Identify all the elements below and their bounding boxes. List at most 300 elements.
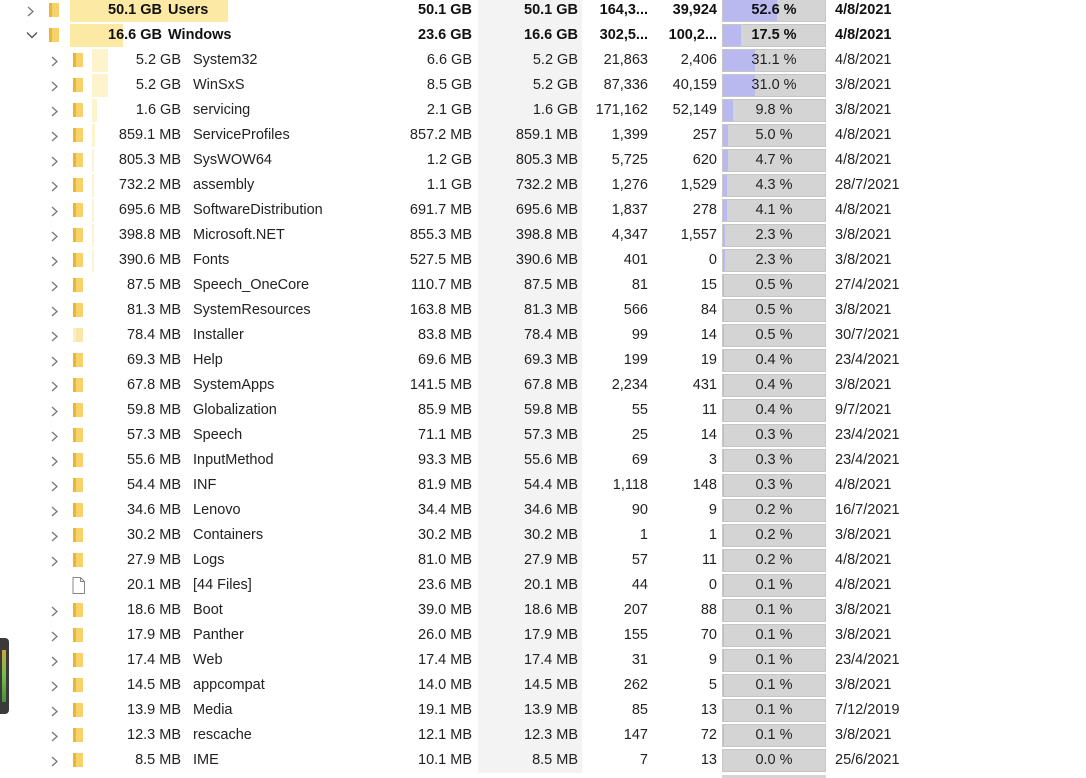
size-on-disk: 13.9 MB xyxy=(524,702,578,718)
last-modified: 3/8/2021 xyxy=(835,727,892,743)
percent-text: 0.4 % xyxy=(755,402,793,418)
last-modified: 4/8/2021 xyxy=(835,477,892,493)
size-value: 30.2 MB xyxy=(127,527,181,543)
chevron-right-icon[interactable] xyxy=(50,698,62,723)
table-row[interactable] xyxy=(0,598,1086,623)
item-name[interactable]: Speech_OneCore xyxy=(193,277,310,293)
size-on-disk: 54.4 MB xyxy=(524,477,578,493)
folders-count: 3 xyxy=(708,452,717,468)
last-modified: 3/8/2021 xyxy=(835,627,892,643)
files-count: 90 xyxy=(631,502,648,518)
percent-of-parent xyxy=(722,624,826,647)
item-name[interactable]: SystemApps xyxy=(193,377,275,393)
percent-of-parent xyxy=(722,124,826,147)
last-modified: 4/8/2021 xyxy=(835,52,892,68)
percent-text: 0.1 % xyxy=(755,702,793,718)
size-on-disk: 57.3 MB xyxy=(524,427,578,443)
folders-count: 13 xyxy=(700,702,717,718)
files-count: 31 xyxy=(631,652,648,668)
allocated-size: 71.1 MB xyxy=(418,427,472,443)
size-on-disk: 27.9 MB xyxy=(524,552,578,568)
allocated-size: 141.5 MB xyxy=(409,377,472,393)
size-on-disk: 20.1 MB xyxy=(524,577,578,593)
size-value: 81.3 MB xyxy=(127,302,181,318)
table-row[interactable] xyxy=(0,73,1086,98)
table-row[interactable] xyxy=(0,173,1086,198)
folders-count: 620 xyxy=(692,152,717,168)
item-name[interactable]: WinSxS xyxy=(193,77,245,93)
percent-of-parent xyxy=(722,724,826,747)
folders-count: 1 xyxy=(708,527,717,543)
size-value: 13.9 MB xyxy=(127,702,181,718)
table-row[interactable] xyxy=(0,498,1086,523)
allocated-size: 163.8 MB xyxy=(409,302,472,318)
folders-count: 2,406 xyxy=(680,52,717,68)
size-value: 54.4 MB xyxy=(127,477,181,493)
chevron-right-icon[interactable] xyxy=(50,473,62,498)
chevron-right-icon[interactable] xyxy=(50,148,62,173)
table-row[interactable] xyxy=(0,348,1086,373)
percent-text: 2.3 % xyxy=(755,252,793,268)
chevron-right-icon[interactable] xyxy=(50,73,62,98)
allocated-size: 93.3 MB xyxy=(418,452,472,468)
percent-text: 0.0 % xyxy=(755,752,793,768)
item-name[interactable]: [44 Files] xyxy=(193,577,252,593)
item-name[interactable]: INF xyxy=(193,477,217,493)
last-modified: 23/4/2021 xyxy=(835,652,900,668)
last-modified: 3/8/2021 xyxy=(835,227,892,243)
last-modified: 3/8/2021 xyxy=(835,677,892,693)
percent-of-parent xyxy=(722,449,826,472)
files-count: 1,118 xyxy=(612,477,648,493)
chevron-down-icon[interactable] xyxy=(26,23,38,48)
chevron-right-icon[interactable] xyxy=(50,648,62,673)
table-row[interactable] xyxy=(0,223,1086,248)
folders-count: 72 xyxy=(700,727,717,743)
files-count: 401 xyxy=(623,252,648,268)
size-on-disk: 34.6 MB xyxy=(524,502,578,518)
files-count: 147 xyxy=(623,727,648,743)
files-count: 69 xyxy=(631,452,648,468)
chevron-right-icon[interactable] xyxy=(50,448,62,473)
size-value: 27.9 MB xyxy=(127,552,181,568)
allocated-size: 23.6 MB xyxy=(418,577,472,593)
folders-count: 100,2... xyxy=(668,27,717,43)
table-row[interactable] xyxy=(0,148,1086,173)
folders-count: 1,529 xyxy=(680,177,717,193)
size-value: 1.6 GB xyxy=(135,102,181,118)
percent-text: 9.8 % xyxy=(755,102,793,118)
last-modified: 4/8/2021 xyxy=(835,127,892,143)
files-count: 262 xyxy=(623,677,648,693)
allocated-size: 81.9 MB xyxy=(418,477,472,493)
table-row[interactable] xyxy=(0,123,1086,148)
item-name[interactable]: Logs xyxy=(193,552,225,568)
last-modified: 4/8/2021 xyxy=(835,577,892,593)
size-on-disk: 87.5 MB xyxy=(524,277,578,293)
chevron-right-icon[interactable] xyxy=(50,98,62,123)
folders-count: 19 xyxy=(700,352,717,368)
percent-text: 0.3 % xyxy=(755,477,793,493)
table-row[interactable] xyxy=(0,298,1086,323)
size-value: 695.6 MB xyxy=(118,202,181,218)
size-on-disk: 59.8 MB xyxy=(524,402,578,418)
size-on-disk: 17.4 MB xyxy=(524,652,578,668)
allocated-size: 14.0 MB xyxy=(418,677,472,693)
chevron-right-icon[interactable] xyxy=(50,298,62,323)
percent-text: 0.4 % xyxy=(755,352,793,368)
size-value: 5.2 GB xyxy=(135,77,181,93)
size-on-disk: 732.2 MB xyxy=(515,177,578,193)
allocated-size: 85.9 MB xyxy=(418,402,472,418)
percent-of-parent xyxy=(722,0,826,22)
percent-of-parent xyxy=(722,274,826,297)
files-count: 1 xyxy=(639,527,648,543)
files-count: 199 xyxy=(623,352,648,368)
table-row[interactable] xyxy=(0,248,1086,273)
size-value: 57.3 MB xyxy=(127,427,181,443)
item-name[interactable]: SoftwareDistribution xyxy=(193,202,323,218)
percent-of-parent xyxy=(722,374,826,397)
table-row[interactable] xyxy=(0,273,1086,298)
percent-of-parent xyxy=(722,549,826,572)
chevron-right-icon[interactable] xyxy=(50,123,62,148)
item-name[interactable]: InputMethod xyxy=(193,452,274,468)
size-value: 67.8 MB xyxy=(127,377,181,393)
table-row[interactable] xyxy=(0,448,1086,473)
item-name[interactable]: Microsoft.NET xyxy=(193,227,285,243)
size-on-disk: 12.3 MB xyxy=(524,727,578,743)
table-row[interactable] xyxy=(0,98,1086,123)
table-row[interactable] xyxy=(0,648,1086,673)
folders-count: 257 xyxy=(692,127,717,143)
percent-text: 31.1 % xyxy=(751,52,797,68)
item-name[interactable]: servicing xyxy=(193,102,251,118)
allocated-size: 1.1 GB xyxy=(426,177,472,193)
size-value: 78.4 MB xyxy=(127,327,181,343)
item-name[interactable]: Installer xyxy=(193,327,244,343)
size-on-disk: 859.1 MB xyxy=(515,127,578,143)
item-name[interactable]: SystemResources xyxy=(193,302,311,318)
percent-of-parent xyxy=(722,224,826,247)
size-value: 859.1 MB xyxy=(118,127,181,143)
percent-text: 0.3 % xyxy=(755,427,793,443)
chevron-right-icon[interactable] xyxy=(50,398,62,423)
chevron-right-icon[interactable] xyxy=(50,198,62,223)
folders-count: 84 xyxy=(700,302,717,318)
allocated-size: 10.1 MB xyxy=(418,752,472,768)
files-count: 55 xyxy=(631,402,648,418)
table-row[interactable] xyxy=(0,323,1086,348)
files-count: 1,276 xyxy=(611,177,648,193)
folders-count: 11 xyxy=(701,402,717,418)
item-name[interactable]: IME xyxy=(193,752,219,768)
size-on-disk: 50.1 GB xyxy=(524,2,578,18)
last-modified: 3/8/2021 xyxy=(835,77,892,93)
chevron-right-icon[interactable] xyxy=(50,673,62,698)
table-row[interactable] xyxy=(0,48,1086,73)
folders-count: 70 xyxy=(700,627,717,643)
item-name[interactable]: Boot xyxy=(193,602,223,618)
item-name[interactable]: Globalization xyxy=(193,402,277,418)
allocated-size: 8.5 GB xyxy=(426,77,472,93)
chevron-right-icon[interactable] xyxy=(50,423,62,448)
percent-text: 17.5 % xyxy=(751,27,797,43)
table-row[interactable] xyxy=(0,673,1086,698)
size-on-disk: 17.9 MB xyxy=(524,627,578,643)
size-on-disk: 8.5 MB xyxy=(532,752,578,768)
size-value: 17.9 MB xyxy=(127,627,181,643)
percent-text: 52.6 % xyxy=(751,2,797,18)
allocated-size: 34.4 MB xyxy=(418,502,472,518)
chevron-right-icon[interactable] xyxy=(26,0,38,23)
table-row[interactable] xyxy=(0,548,1086,573)
allocated-size: 69.6 MB xyxy=(418,352,472,368)
item-name[interactable]: Speech xyxy=(193,427,243,443)
folders-count: 0 xyxy=(708,252,717,268)
size-on-disk: 5.2 GB xyxy=(532,52,578,68)
size-on-disk: 69.3 MB xyxy=(524,352,578,368)
table-row[interactable] xyxy=(0,473,1086,498)
percent-of-parent xyxy=(722,299,826,322)
size-value: 5.2 GB xyxy=(135,52,181,68)
chevron-right-icon[interactable] xyxy=(50,598,62,623)
percent-of-parent xyxy=(722,149,826,172)
files-count: 207 xyxy=(623,602,648,618)
folder-icon xyxy=(48,0,62,23)
allocated-size: 527.5 MB xyxy=(409,252,472,268)
chevron-right-icon[interactable] xyxy=(50,548,62,573)
files-count: 1,399 xyxy=(611,127,648,143)
percent-of-parent xyxy=(722,674,826,697)
percent-of-parent xyxy=(722,349,826,372)
table-row[interactable] xyxy=(0,423,1086,448)
size-value: 16.6 GB xyxy=(108,27,162,43)
last-modified: 16/7/2021 xyxy=(835,502,900,518)
item-name[interactable]: assembly xyxy=(193,177,255,193)
folders-count: 14 xyxy=(700,427,717,443)
percent-text: 0.1 % xyxy=(755,627,793,643)
table-row[interactable] xyxy=(0,0,1086,23)
size-on-disk: 67.8 MB xyxy=(524,377,578,393)
percent-of-parent xyxy=(722,524,826,547)
folders-count: 39,924 xyxy=(672,2,717,18)
size-value: 17.4 MB xyxy=(127,652,181,668)
percent-of-parent xyxy=(722,74,826,97)
percent-text: 4.1 % xyxy=(755,202,793,218)
size-value: 20.1 MB xyxy=(127,577,181,593)
percent-text: 0.2 % xyxy=(755,502,793,518)
chevron-right-icon[interactable] xyxy=(50,248,62,273)
percent-of-parent xyxy=(722,49,826,72)
files-count: 155 xyxy=(623,627,648,643)
chevron-right-icon[interactable] xyxy=(50,273,62,298)
percent-of-parent xyxy=(722,599,826,622)
percent-text: 0.1 % xyxy=(755,577,793,593)
files-count: 1,837 xyxy=(611,202,648,218)
chevron-right-icon[interactable] xyxy=(50,173,62,198)
allocated-size: 39.0 MB xyxy=(418,602,472,618)
files-count: 21,863 xyxy=(603,52,648,68)
item-name[interactable]: Fonts xyxy=(193,252,230,268)
table-row[interactable] xyxy=(0,698,1086,723)
folders-count: 40,159 xyxy=(672,77,717,93)
size-value: 398.8 MB xyxy=(118,227,181,243)
size-value: 14.5 MB xyxy=(127,677,181,693)
allocated-size: 81.0 MB xyxy=(418,552,472,568)
percent-of-parent xyxy=(722,749,826,772)
table-row[interactable] xyxy=(0,573,1086,598)
files-count: 7 xyxy=(639,752,648,768)
item-name[interactable]: Help xyxy=(193,352,223,368)
allocated-size: 857.2 MB xyxy=(409,127,472,143)
table-row[interactable] xyxy=(0,623,1086,648)
percent-text: 0.2 % xyxy=(755,552,793,568)
item-name[interactable]: ServiceProfiles xyxy=(193,127,290,143)
item-name[interactable]: Windows xyxy=(168,27,232,43)
chevron-right-icon[interactable] xyxy=(50,48,62,73)
percent-text: 0.1 % xyxy=(755,727,793,743)
table-row[interactable] xyxy=(0,198,1086,223)
chevron-right-icon[interactable] xyxy=(50,223,62,248)
size-value: 12.3 MB xyxy=(127,727,181,743)
last-modified: 3/8/2021 xyxy=(835,602,892,618)
size-value: 805.3 MB xyxy=(118,152,181,168)
allocated-size: 110.7 MB xyxy=(411,277,472,293)
allocated-size: 23.6 GB xyxy=(418,27,472,43)
size-value: 8.5 MB xyxy=(135,752,181,768)
last-modified: 3/8/2021 xyxy=(835,102,892,118)
chevron-right-icon[interactable] xyxy=(50,723,62,748)
chevron-right-icon[interactable] xyxy=(50,523,62,548)
item-name[interactable]: Containers xyxy=(193,527,264,543)
last-modified: 25/6/2021 xyxy=(835,752,900,768)
last-modified: 4/8/2021 xyxy=(835,152,892,168)
size-on-disk: 805.3 MB xyxy=(515,152,578,168)
chevron-right-icon[interactable] xyxy=(50,623,62,648)
table-row[interactable] xyxy=(0,748,1086,773)
table-row[interactable] xyxy=(0,723,1086,748)
allocated-size: 83.8 MB xyxy=(418,327,472,343)
item-name[interactable]: Panther xyxy=(193,627,244,643)
size-on-disk: 55.6 MB xyxy=(524,452,578,468)
percent-text: 2.3 % xyxy=(755,227,793,243)
item-name[interactable]: SysWOW64 xyxy=(193,152,272,168)
allocated-size: 30.2 MB xyxy=(418,527,472,543)
percent-of-parent xyxy=(722,324,826,347)
chevron-right-icon[interactable] xyxy=(50,498,62,523)
files-count: 566 xyxy=(623,302,648,318)
folders-count: 1,557 xyxy=(680,227,717,243)
table-row[interactable] xyxy=(0,23,1086,48)
last-modified: 28/7/2021 xyxy=(835,177,900,193)
size-value: 59.8 MB xyxy=(127,402,181,418)
item-name[interactable]: appcompat xyxy=(193,677,265,693)
table-row[interactable] xyxy=(0,398,1086,423)
files-count: 81 xyxy=(631,277,648,293)
chevron-right-icon[interactable] xyxy=(50,348,62,373)
size-on-disk: 81.3 MB xyxy=(524,302,578,318)
folders-count: 278 xyxy=(692,202,717,218)
percent-of-parent xyxy=(722,474,826,497)
allocated-size: 19.1 MB xyxy=(418,702,472,718)
folders-count: 5 xyxy=(708,677,717,693)
item-name[interactable]: System32 xyxy=(193,52,258,68)
size-on-disk: 5.2 GB xyxy=(532,77,578,93)
table-row[interactable] xyxy=(0,523,1086,548)
last-modified: 4/8/2021 xyxy=(835,202,892,218)
size-on-disk: 390.6 MB xyxy=(515,252,578,268)
percent-text: 31.0 % xyxy=(751,77,797,93)
table-row[interactable] xyxy=(0,373,1086,398)
percent-text: 0.5 % xyxy=(755,277,793,293)
size-on-disk: 398.8 MB xyxy=(515,227,578,243)
size-on-disk: 30.2 MB xyxy=(524,527,578,543)
size-value: 55.6 MB xyxy=(127,452,181,468)
files-count: 57 xyxy=(631,552,648,568)
last-modified: 3/8/2021 xyxy=(835,377,892,393)
files-count: 5,725 xyxy=(611,152,648,168)
item-name[interactable]: rescache xyxy=(193,727,252,743)
last-modified: 3/8/2021 xyxy=(835,252,892,268)
last-modified: 9/7/2021 xyxy=(835,402,892,418)
percent-text: 4.7 % xyxy=(755,152,793,168)
size-on-disk: 18.6 MB xyxy=(524,602,578,618)
allocated-size: 855.3 MB xyxy=(409,227,472,243)
percent-of-parent xyxy=(722,699,826,722)
files-count: 164,3... xyxy=(599,2,648,18)
percent-of-parent xyxy=(722,99,826,122)
files-count: 44 xyxy=(631,577,648,593)
folders-count: 9 xyxy=(708,502,717,518)
chevron-right-icon[interactable] xyxy=(50,373,62,398)
size-value: 87.5 MB xyxy=(127,277,181,293)
folders-count: 88 xyxy=(700,602,717,618)
folders-count: 13 xyxy=(700,752,717,768)
folders-count: 11 xyxy=(701,552,717,568)
allocated-size: 1.2 GB xyxy=(426,152,472,168)
last-modified: 27/4/2021 xyxy=(835,277,900,293)
percent-of-parent xyxy=(722,174,826,197)
size-value: 34.6 MB xyxy=(127,502,181,518)
percent-of-parent xyxy=(722,499,826,522)
percent-of-parent xyxy=(722,199,826,222)
percent-of-parent xyxy=(722,249,826,272)
percent-text: 4.3 % xyxy=(755,177,793,193)
allocated-size: 6.6 GB xyxy=(426,52,472,68)
item-name[interactable]: Media xyxy=(193,702,233,718)
item-name[interactable]: Web xyxy=(193,652,223,668)
percent-text: 0.1 % xyxy=(755,652,793,668)
percent-of-parent xyxy=(722,574,826,597)
allocated-size: 2.1 GB xyxy=(426,102,472,118)
percent-text: 0.5 % xyxy=(755,302,793,318)
side-edge-widget[interactable] xyxy=(0,638,9,714)
size-on-disk: 1.6 GB xyxy=(532,102,578,118)
files-count: 302,5... xyxy=(599,27,648,43)
size-on-disk: 78.4 MB xyxy=(524,327,578,343)
percent-of-parent xyxy=(722,424,826,447)
allocated-size: 12.1 MB xyxy=(418,727,472,743)
size-on-disk: 695.6 MB xyxy=(515,202,578,218)
item-name[interactable]: Lenovo xyxy=(193,502,241,518)
percent-text: 0.2 % xyxy=(755,527,793,543)
folders-count: 431 xyxy=(692,377,717,393)
last-modified: 4/8/2021 xyxy=(835,27,892,43)
chevron-right-icon[interactable] xyxy=(50,748,62,773)
chevron-right-icon[interactable] xyxy=(50,323,62,348)
item-name[interactable]: Users xyxy=(168,2,209,18)
